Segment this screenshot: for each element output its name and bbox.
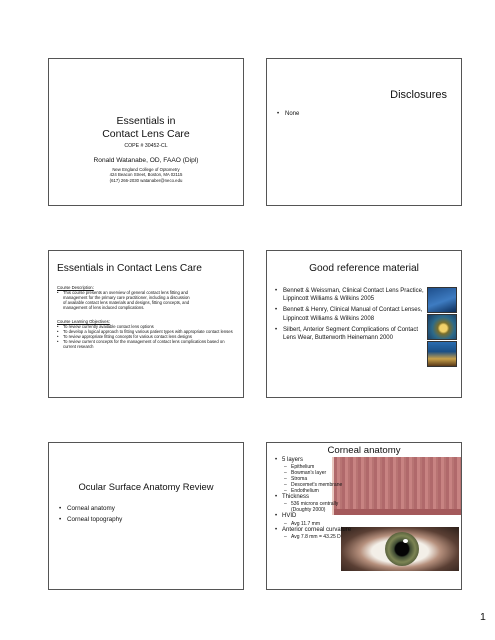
list-item: • HVID — [275, 513, 365, 520]
book-cover-image — [427, 314, 457, 340]
course-title — [49, 115, 243, 141]
bullet-list — [277, 111, 299, 117]
slide-disclosures — [266, 58, 462, 206]
list-item: • Silbert, Anterior Segment Complications of Contact Lens Wear, Butterworth Heinemann 2000 — [275, 326, 425, 342]
iris-image — [385, 532, 419, 566]
address-line: 424 Beacon Street, Boston, MA 02115 — [109, 172, 183, 178]
course-title-line-1: Essentials in — [116, 115, 176, 127]
course-code: COPE # 30452-CL — [124, 143, 168, 149]
list-item: • Bennett & Henry, Clinical Manual of Contact Lenses, Lippincott Williams & Wilkins 2008 — [275, 306, 425, 322]
thickness-value: 536 microns centrally — [291, 501, 339, 508]
list-item: • To review current concepts for the management of contact lens complications based on current research — [57, 339, 237, 349]
sub-list-item: – Avg 7.8 mm = 43.25 D — [275, 534, 365, 540]
anatomy-list — [275, 457, 365, 540]
list-item: • Corneal topography — [59, 514, 122, 525]
slide-corneal-anatomy — [266, 442, 462, 590]
course-title-line-2: Contact Lens Care — [102, 128, 190, 140]
list-item: • Bennett & Weissman, Clinical Contact Lens Practice, Lippincott Williams & Wilkins 2005 — [275, 287, 425, 303]
slide-heading: Essentials in Contact Lens Care — [57, 263, 202, 274]
page-number: 1 — [480, 611, 486, 623]
description-line: management of lens induced complications. — [63, 305, 145, 310]
list-item: • None — [277, 111, 299, 117]
list-item: • To review currently available contact lens options — [57, 324, 237, 329]
list-item: • Anterior corneal curvature — [275, 527, 365, 534]
slide-anatomy-review — [48, 442, 244, 590]
sub-list-item: – Endothelium — [275, 488, 365, 494]
slide-heading: Corneal anatomy — [327, 445, 401, 456]
bullet-list — [275, 287, 425, 345]
slide-course-overview — [48, 250, 244, 398]
sub-list-item: – Epithelium — [275, 464, 365, 470]
light-reflex — [403, 539, 408, 543]
slide-title — [48, 58, 244, 206]
address-line: (617) 266-2030 watanaber@neco.edu — [109, 177, 183, 183]
bullet-list — [59, 503, 122, 525]
slide-heading: Ocular Surface Anatomy Review — [78, 481, 214, 492]
description-heading: Course Description: — [57, 285, 94, 290]
objectives-list — [57, 324, 237, 349]
list-item: • 5 layers — [275, 457, 365, 464]
list-item: • To develop a logical approach to fitting various patient types with appropriate contact lenses — [57, 329, 237, 334]
description-line: This course presents an overview of general contact lens fitting and — [63, 290, 188, 295]
sub-list-item: – Bowman's layer — [275, 470, 365, 476]
sub-list-item: – Stroma — [275, 476, 365, 482]
presenter-address — [49, 167, 243, 183]
book-cover-image — [427, 287, 457, 313]
list-item: • Corneal anatomy — [59, 503, 122, 514]
sub-list-item: – Avg 11.7 mm — [275, 521, 365, 527]
slide-heading: Good reference material — [309, 263, 419, 274]
slide-references — [266, 250, 462, 398]
objectives-heading: Course Learning Objectives: — [57, 319, 110, 324]
list-item — [57, 290, 239, 310]
thickness-citation: (Doughty 2000) — [291, 507, 326, 514]
presenter-name: Ronald Watanabe, OD, FAAO (Dipl) — [93, 157, 199, 164]
address-line: New England College of Optometry — [112, 167, 180, 172]
slide-heading: Disclosures — [390, 89, 447, 101]
list-item: • To review appropriate fitting concepts for various contact lens designs — [57, 334, 237, 339]
description-line: management for the primary care practitioner, including a discussion — [63, 295, 190, 300]
description-text — [57, 290, 239, 310]
description-line: of available contact lens materials and designs, fitting concepts, and — [63, 300, 190, 305]
sub-list-item: – Descemet's membrane — [275, 482, 365, 488]
list-item: • Thickness — [275, 494, 365, 501]
sub-list-item — [275, 501, 365, 513]
book-cover-image — [427, 341, 457, 367]
